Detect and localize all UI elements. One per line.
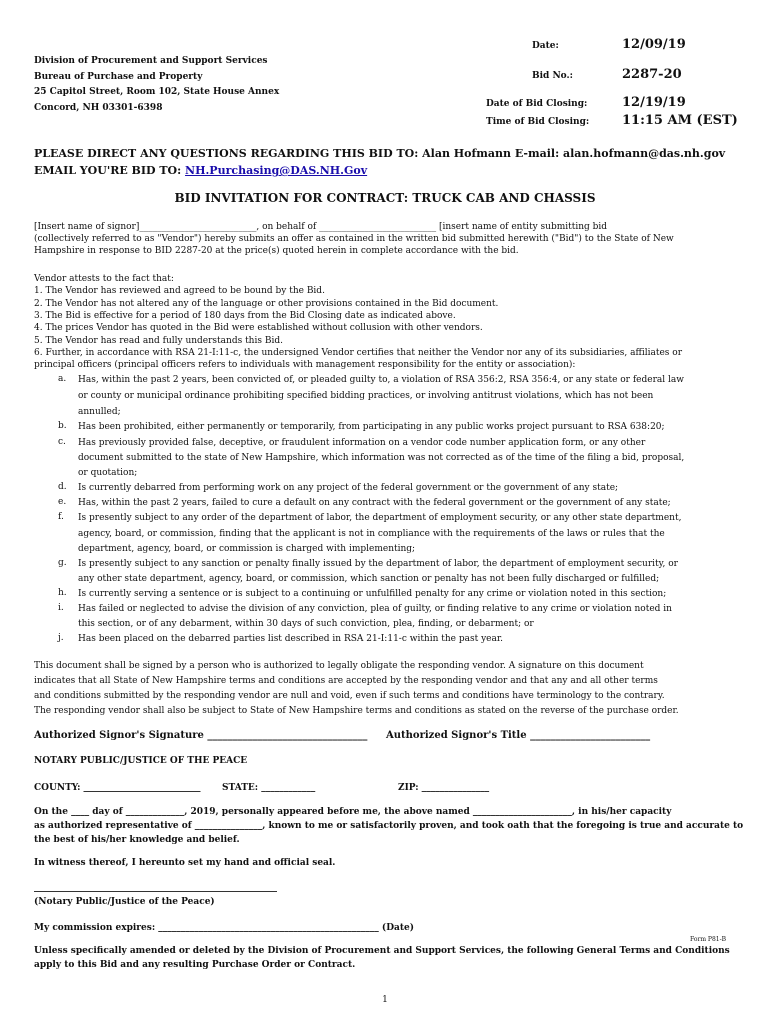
sub-item-label: j. xyxy=(58,633,64,643)
date-label: Date: xyxy=(532,41,559,51)
form-number: Form P81-B xyxy=(690,936,727,943)
notary-signature-line[interactable]: ______________________________________________________ xyxy=(34,883,277,893)
org-address-block xyxy=(34,54,279,116)
org-line: Concord, NH 03301-6398 xyxy=(34,102,163,113)
org-line: Division of Procurement and Support Services xyxy=(34,56,268,66)
sub-item-line: agency, board, or commission, finding that the applicant is not in compliance with the requirements of the laws or rules that the xyxy=(78,529,665,539)
sub-item-line: this section, or of any debarment, within 30 days of such conviction, plea, finding, or debarment; or xyxy=(78,619,534,629)
sub-item-line: department, agency, board, or commission is charged with implementing; xyxy=(78,544,416,554)
closing-line: indicates that all State of New Hampshire terms and conditions are accepted by the responding vendor and that any and all other terms xyxy=(34,676,658,686)
numbered-item: 4. The prices Vendor has quoted in the Bid were established without collusion with other vendors. xyxy=(34,323,483,333)
sub-item-line: any other state department, agency, board, or commission, which sanction or penalty has not been fully discharged or fulfilled; xyxy=(78,574,660,584)
sub-item-label: a. xyxy=(58,374,67,384)
numbered-item: 6. Further, in accordance with RSA 21-I:11-c, the undersigned Vendor certifies that neither the Vendor nor any of its subsidiaries, affiliates or xyxy=(34,348,683,358)
sub-item-line: Has been prohibited, either permanently or temporarily, from participating in any public works project pursuant to RSA 638:20; xyxy=(78,422,665,432)
sub-item-line: or county or municipal ordinance prohibiting specified bidding practices, or involving antitrust violations, which has not been xyxy=(78,391,654,401)
sub-item-label: d. xyxy=(58,482,67,492)
numbered-item: 3. The Bid is effective for a period of 180 days from the Bid Closing date as indicated above. xyxy=(34,311,456,321)
closing-time-label: Time of Bid Closing: xyxy=(486,117,590,127)
bid-no-label: Bid No.: xyxy=(532,71,573,81)
signor-signature-field[interactable]: Authorized Signor's Signature ________________________________ xyxy=(34,730,368,741)
bid-no-value: 2287-20 xyxy=(622,67,682,82)
sub-item-line: Has failed or neglected to advise the division of any conviction, plea of guilty, or finding relative to any crime or violation noted in xyxy=(78,604,672,614)
sub-item-line: Is presently subject to any order of the department of labor, the department of employment security, or any other state department, xyxy=(78,513,682,523)
sub-item-label: g. xyxy=(58,558,67,568)
sub-item-line: Is currently serving a sentence or is subject to a continuing or unfulfilled penalty for any crime or violation noted in this section; xyxy=(78,589,667,599)
org-line: 25 Capitol Street, Room 102, State House Annex xyxy=(34,87,280,97)
commission-expires-field[interactable]: My commission expires: _________________________________________________ (Date) xyxy=(34,923,414,933)
email-line xyxy=(34,164,367,177)
footer-line: apply to this Bid and any resulting Purchase Order or Contract. xyxy=(34,960,356,970)
sub-item-label: i. xyxy=(58,603,64,613)
date-value: 12/09/19 xyxy=(622,37,686,52)
email-link[interactable]: NH.Purchasing@DAS.NH.Gov xyxy=(185,164,368,177)
sub-item-label: e. xyxy=(58,497,67,507)
signor-title-field[interactable]: Authorized Signor's Title ________________________ xyxy=(386,730,651,741)
county-field[interactable]: COUNTY: __________________________ xyxy=(34,783,201,793)
closing-time-value: 11:15 AM (EST) xyxy=(622,113,738,128)
sub-item-line: or quotation; xyxy=(78,468,138,478)
page-number: 1 xyxy=(382,995,388,1005)
sub-item-line: Has, within the past 2 years, failed to cure a default on any contract with the federal government or the government of any state; xyxy=(78,498,671,508)
sub-item-label: c. xyxy=(58,437,66,447)
closing-line: and conditions submitted by the responding vendor are null and void, even if such terms and conditions have terminology to the contrary. xyxy=(34,691,665,701)
numbered-item: 1. The Vendor has reviewed and agreed to be bound by the Bid. xyxy=(34,286,325,296)
sub-item-line: Has, within the past 2 years, been convicted of, or pleaded guilty to, a violation of RSA 356:2, RSA 356:4, or any state or federal law xyxy=(78,375,684,385)
zip-field[interactable]: ZIP: _______________ xyxy=(398,783,490,793)
closing-date-label: Date of Bid Closing: xyxy=(486,99,588,109)
email-prefix: EMAIL YOU'RE BID TO: xyxy=(34,164,186,177)
sub-item-line: document submitted to the state of New Hampshire, which information was not corrected as of the time of the filing a bid, proposal, xyxy=(78,453,685,463)
state-field[interactable]: STATE: ____________ xyxy=(222,783,316,793)
notary-statement-line: the best of his/her knowledge and belief. xyxy=(34,835,240,845)
witness-line: In witness thereof, I hereunto set my hand and official seal. xyxy=(34,858,336,868)
intro-line: (collectively referred to as "Vendor") hereby submits an offer as contained in the written bid submitted herewith ("Bid") to the State of New xyxy=(34,234,674,244)
sub-item-line: Is currently debarred from performing work on any project of the federal government or the government of any state; xyxy=(78,483,619,493)
numbered-item: principal officers (principal officers refers to individuals with management responsibility for the entity or association): xyxy=(34,360,576,370)
footer-line: Unless specifically amended or deleted by the Division of Procurement and Support Services, the following General Terms and Conditions xyxy=(34,946,730,956)
numbered-item: 5. The Vendor has read and fully understands this Bid. xyxy=(34,336,283,346)
sub-item-line: annulled; xyxy=(78,407,121,417)
sub-item-line: Has been placed on the debarred parties list described in RSA 21-I:11-c within the past year. xyxy=(78,634,504,644)
sub-item-label: h. xyxy=(58,588,67,598)
notary-signature-caption: (Notary Public/Justice of the Peace) xyxy=(34,897,215,907)
notary-statement-line: as authorized representative of _______________, known to me or satisfactorily proven, and took oath that the foregoing is true and accurate to xyxy=(34,821,744,831)
sub-item-label: f. xyxy=(58,512,64,522)
notary-heading: NOTARY PUBLIC/JUSTICE OF THE PEACE xyxy=(34,756,248,766)
sub-item-line: Is presently subject to any sanction or penalty finally issued by the department of labor, the department of employment security, or xyxy=(78,559,678,569)
org-line: Bureau of Purchase and Property xyxy=(34,71,203,82)
sub-item-line: Has previously provided false, deceptive, or fraudulent information on a vendor code number application form, or any other xyxy=(78,438,646,448)
sub-item-label: b. xyxy=(58,421,67,431)
document-title: BID INVITATION FOR CONTRACT: TRUCK CAB AND CHASSIS xyxy=(174,191,596,205)
numbered-item: 2. The Vendor has not altered any of the language or other provisions contained in the Bid document. xyxy=(34,299,499,309)
closing-date-value: 12/19/19 xyxy=(622,95,686,110)
contact-line: PLEASE DIRECT ANY QUESTIONS REGARDING THIS BID TO: Alan Hofmann E-mail: alan.hofmann@das.nh.gov xyxy=(34,147,726,160)
intro-line: Hampshire in response to BID 2287-20 at the price(s) quoted herein in complete accordance with the bid. xyxy=(34,246,519,256)
notary-statement-line: On the ____ day of _____________, 2019, personally appeared before me, the above named ______________________, in his/her capacity xyxy=(34,807,672,817)
intro-line: [Insert name of signor]__________________________, on behalf of __________________________ [insert name of entity submitting bid xyxy=(34,222,608,232)
attest-intro: Vendor attests to the fact that: xyxy=(34,274,174,284)
closing-line: This document shall be signed by a person who is authorized to legally obligate the responding vendor. A signature on this document xyxy=(34,661,644,671)
closing-line: The responding vendor shall also be subject to State of New Hampshire terms and conditions as stated on the reverse of the purchase order. xyxy=(34,706,679,716)
